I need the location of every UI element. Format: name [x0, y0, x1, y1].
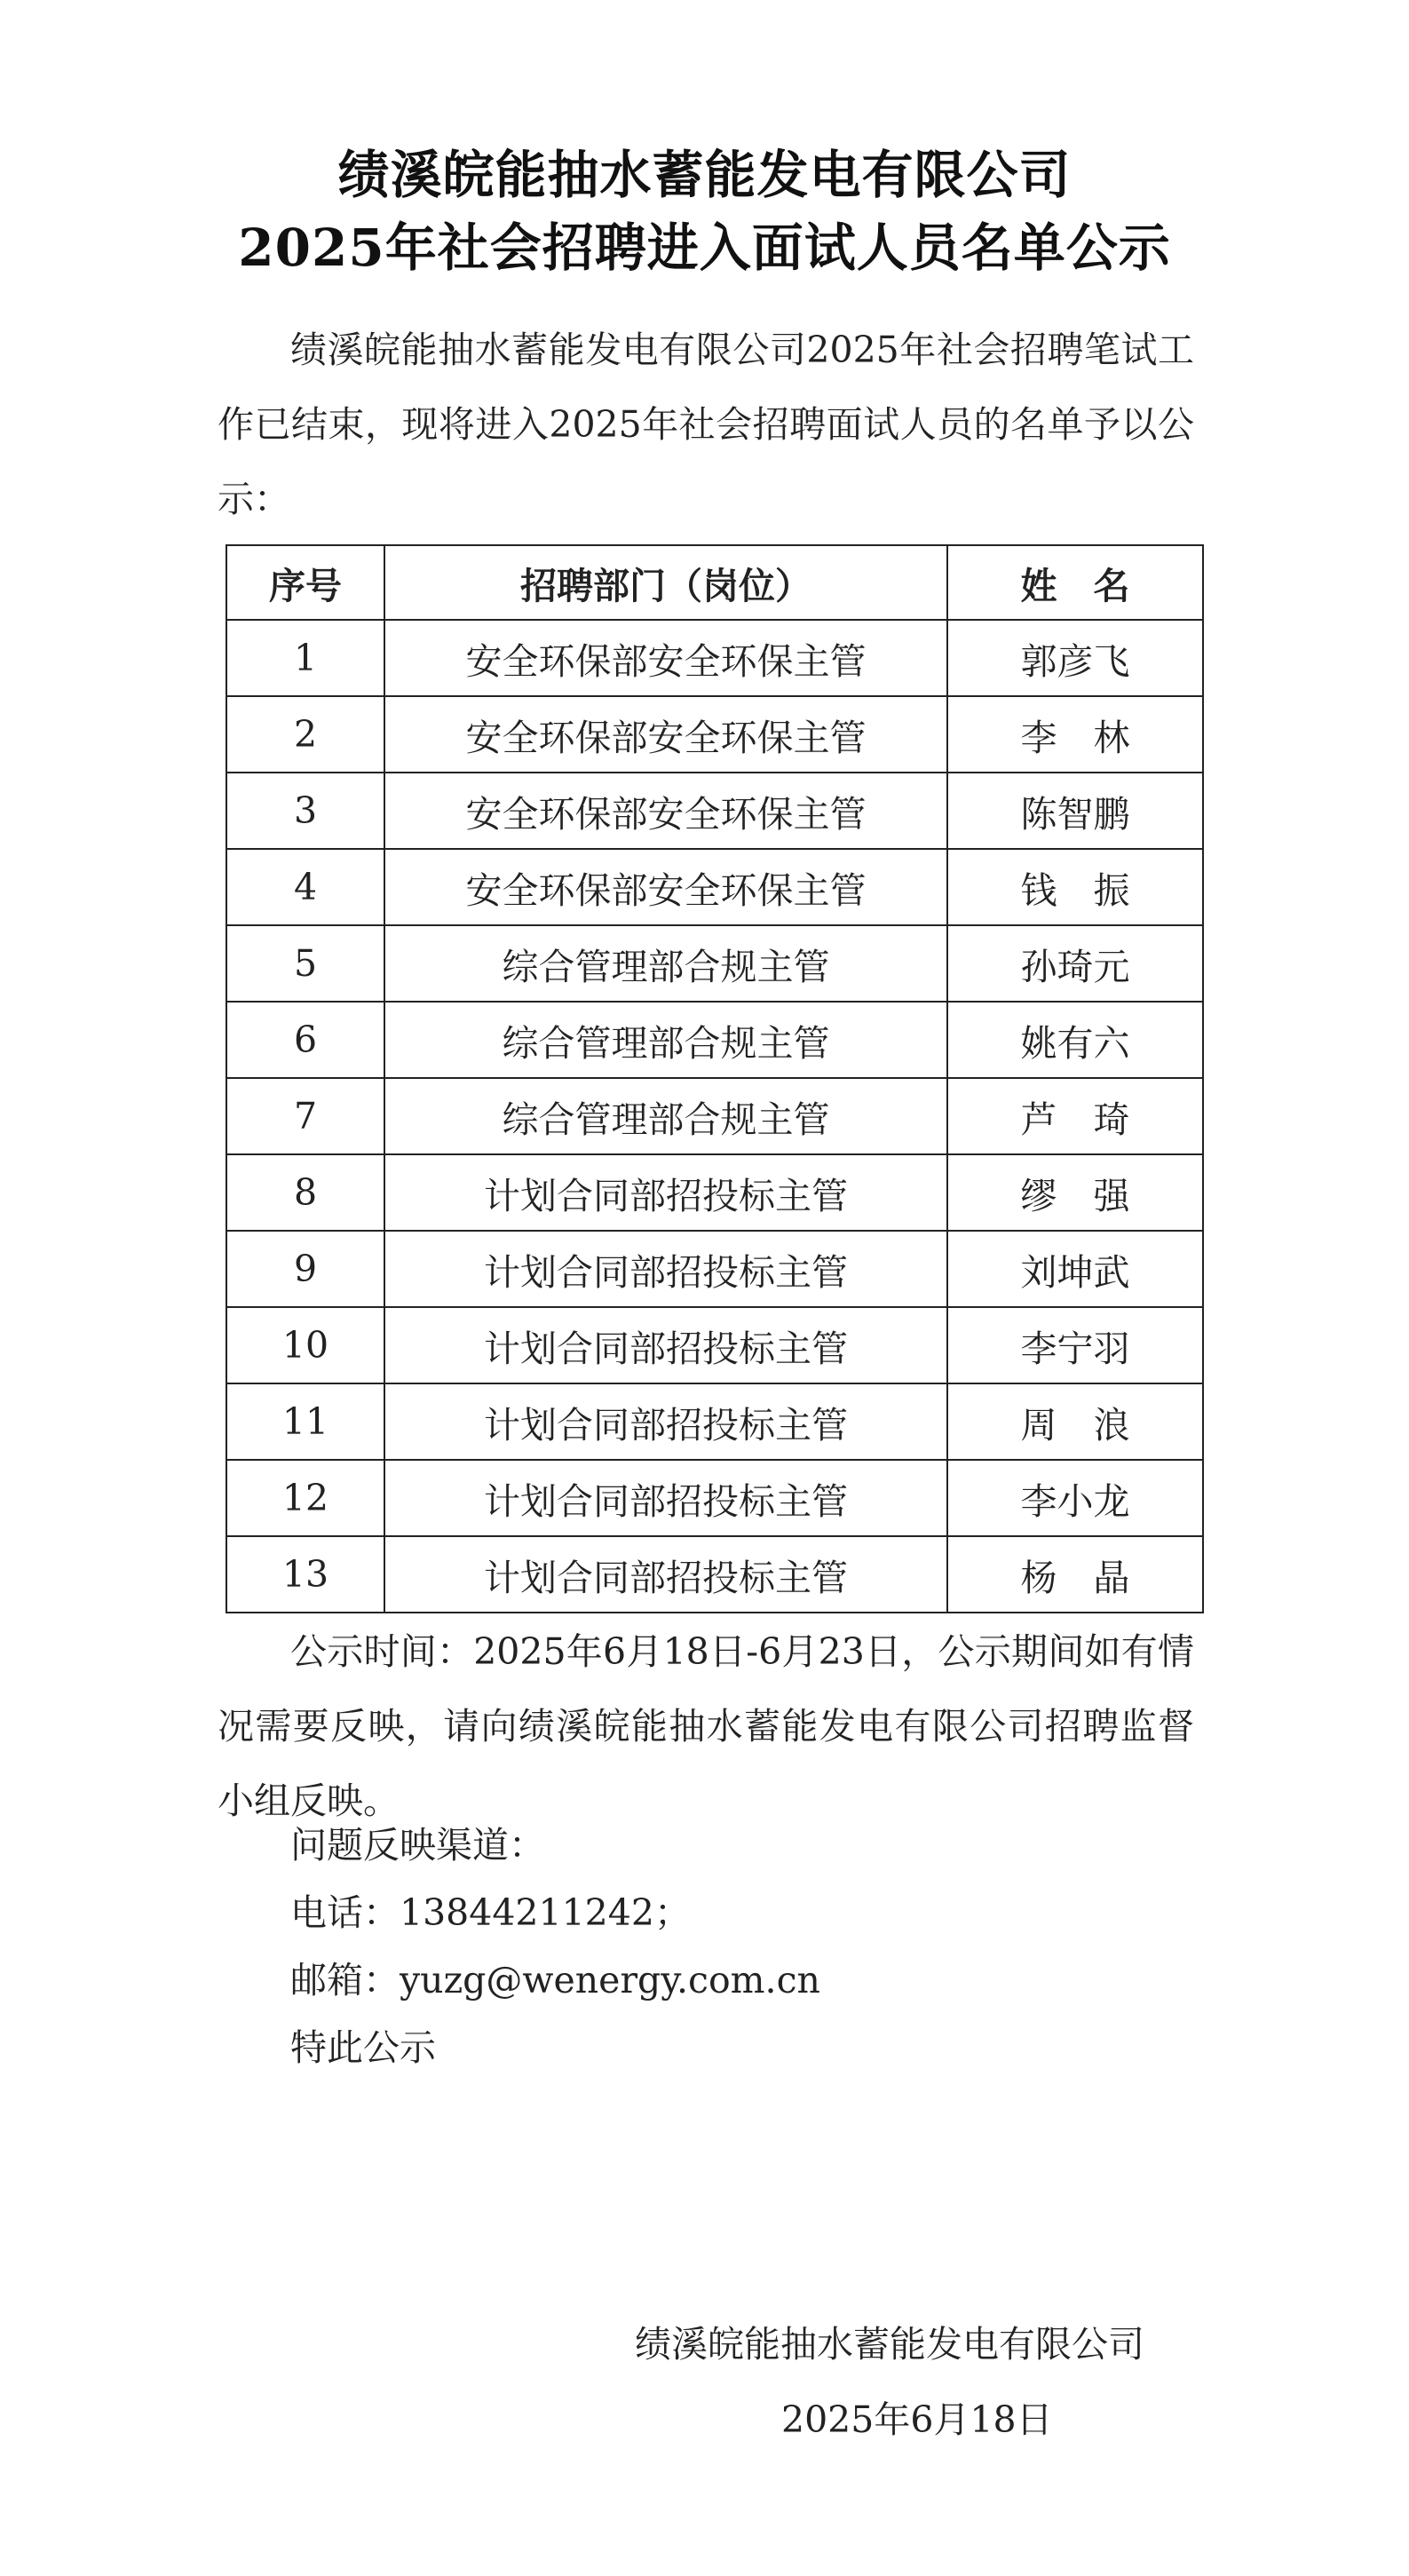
issuer-signature: 绩溪皖能抽水蓄能发电有限公司: [635, 2323, 1144, 2366]
row-department: 计划合同部招投标主管: [384, 1307, 947, 1383]
row-department: 安全环保部安全环保主管: [384, 849, 947, 925]
document-title-line1: 绩溪皖能抽水蓄能发电有限公司: [337, 145, 1072, 205]
header-department: 招聘部门（岗位）: [384, 545, 947, 620]
row-department: 安全环保部安全环保主管: [384, 696, 947, 773]
row-department: 综合管理部合规主管: [384, 1002, 947, 1078]
row-name: 李小龙: [947, 1460, 1203, 1536]
table-row: [226, 925, 1203, 1002]
row-department: 安全环保部安全环保主管: [384, 620, 947, 696]
row-department: 计划合同部招投标主管: [384, 1383, 947, 1460]
row-name: 杨 晶: [947, 1536, 1203, 1613]
row-number: 2: [226, 696, 384, 773]
row-department: 计划合同部招投标主管: [384, 1231, 947, 1307]
row-department: 综合管理部合规主管: [384, 925, 947, 1002]
row-number: 5: [226, 925, 384, 1002]
row-number: 10: [226, 1307, 384, 1383]
table-row: [226, 620, 1203, 696]
row-department: 综合管理部合规主管: [384, 1078, 947, 1154]
row-number: 6: [226, 1002, 384, 1078]
table-row: [226, 773, 1203, 849]
row-number: 4: [226, 849, 384, 925]
intro-paragraph: 绩溪皖能抽水蓄能发电有限公司2025年社会招聘笔试工作已结束，现将进入2025年社会招聘面试人员的名单予以公示：: [218, 329, 1194, 520]
table-row: [226, 1460, 1203, 1536]
row-number: 1: [226, 620, 384, 696]
table-row: [226, 849, 1203, 925]
document-title-line2: 2025年社会招聘进入面试人员名单公示: [238, 218, 1171, 278]
row-number: 11: [226, 1383, 384, 1460]
row-number: 3: [226, 773, 384, 849]
header-number: 序号: [226, 545, 384, 620]
row-name: 姚有六: [947, 1002, 1203, 1078]
candidate-table: [226, 544, 1204, 1613]
row-name: 刘坤武: [947, 1231, 1203, 1307]
row-name: 郭彦飞: [947, 620, 1203, 696]
candidate-table-container: [226, 544, 1202, 1613]
row-department: 计划合同部招投标主管: [384, 1536, 947, 1613]
row-number: 9: [226, 1231, 384, 1307]
row-number: 12: [226, 1460, 384, 1536]
header-name: 姓 名: [947, 545, 1203, 620]
row-number: 13: [226, 1536, 384, 1613]
row-name: 芦 琦: [947, 1078, 1203, 1154]
notice-paragraph: 公示时间：2025年6月18日-6月23日，公示期间如有情况需要反映，请向绩溪皖能抽水蓄能发电有限公司招聘监督小组反映。: [218, 1630, 1194, 1822]
issue-date: 2025年6月18日: [781, 2398, 1053, 2441]
row-name: 李 林: [947, 696, 1203, 773]
row-name: 钱 振: [947, 849, 1203, 925]
row-department: 安全环保部安全环保主管: [384, 773, 947, 849]
row-name: 周 浪: [947, 1383, 1203, 1460]
table-row: [226, 1307, 1203, 1383]
table-row: [226, 1383, 1203, 1460]
contact-phone: 电话：13844211242；: [290, 1891, 691, 1934]
table-row: [226, 1078, 1203, 1154]
row-name: 缪 强: [947, 1154, 1203, 1231]
table-row: [226, 1536, 1203, 1613]
table-row: [226, 1154, 1203, 1231]
closing-text: 特此公示: [290, 2026, 436, 2069]
row-name: 李宁羽: [947, 1307, 1203, 1383]
table-row: [226, 1231, 1203, 1307]
row-number: 8: [226, 1154, 384, 1231]
table-row: [226, 696, 1203, 773]
table-header-row: [226, 545, 1203, 620]
row-number: 7: [226, 1078, 384, 1154]
row-name: 孙琦元: [947, 925, 1203, 1002]
row-department: 计划合同部招投标主管: [384, 1154, 947, 1231]
row-name: 陈智鹏: [947, 773, 1203, 849]
row-department: 计划合同部招投标主管: [384, 1460, 947, 1536]
feedback-channel-title: 问题反映渠道：: [290, 1824, 545, 1867]
table-row: [226, 1002, 1203, 1078]
contact-email: 邮箱：yuzg@wenergy.com.cn: [290, 1959, 820, 2001]
